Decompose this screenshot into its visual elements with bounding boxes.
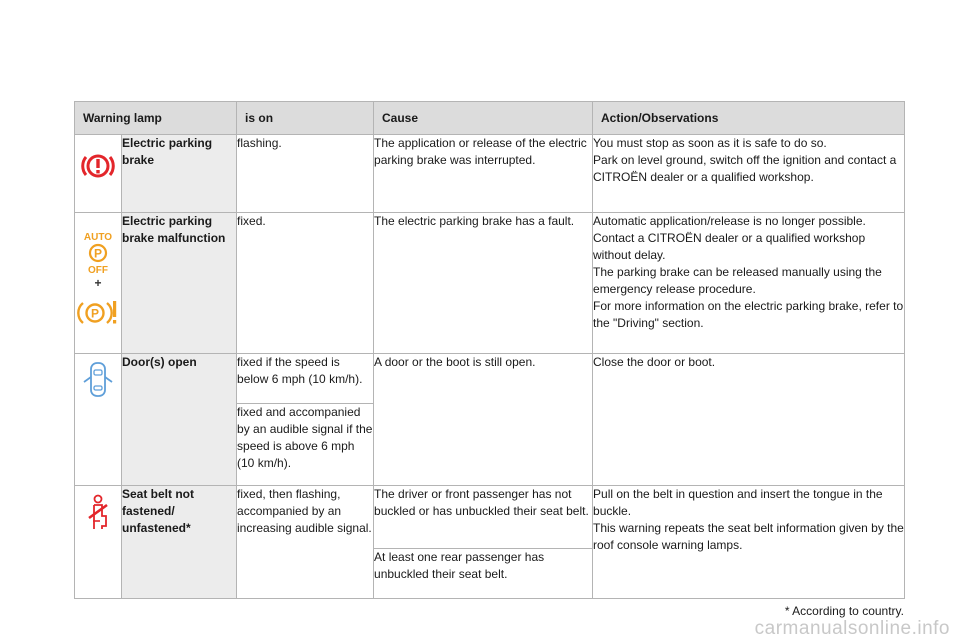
footnote: * According to country. <box>784 604 904 618</box>
action-line: The parking brake can be released manually using the emergency release procedure. <box>593 265 882 296</box>
action-line: Automatic application/release is no longer possible. <box>593 214 866 228</box>
action-line: You must stop as soon as it is safe to do so. <box>593 136 827 150</box>
header-is-on: is on <box>237 102 374 135</box>
action-line: Pull on the belt in question and insert the tongue in the buckle. <box>593 487 883 518</box>
lamp-cell <box>75 486 122 599</box>
lamp-name: Electric parking brake malfunction <box>122 213 237 354</box>
action-line: Contact a CITROËN dealer or a qualified workshop without delay. <box>593 231 866 262</box>
lamp-cell <box>75 213 122 354</box>
header-warning-lamp: Warning lamp <box>75 102 237 135</box>
lamp-cell <box>75 354 122 486</box>
action-cell <box>593 486 905 599</box>
cause-cell: At least one rear passenger has unbuckled their seat belt. <box>374 549 593 599</box>
parking-brake-exclamation-icon <box>75 150 121 182</box>
watermark: carmanualsonline.info <box>754 618 950 639</box>
action-cell <box>593 213 905 354</box>
cause-cell: The electric parking brake has a fault. <box>374 213 593 354</box>
is-on-cell: fixed if the speed is below 6 mph (10 km/h). <box>237 354 374 404</box>
off-label: OFF <box>88 265 108 275</box>
cause-cell: The driver or front passenger has not buckled or has unbuckled their seat belt. <box>374 486 593 549</box>
p-label: P <box>93 246 103 261</box>
cause-cell: A door or the boot is still open. <box>374 354 593 486</box>
table-row <box>75 354 905 404</box>
is-on-cell: fixed. <box>237 213 374 354</box>
svg-text:P: P <box>90 306 100 321</box>
table-header-row <box>75 102 905 135</box>
action-cell: Close the door or boot. <box>593 354 905 486</box>
header-cause: Cause <box>374 102 593 135</box>
table-row <box>75 486 905 549</box>
plus-sign: + <box>94 276 102 290</box>
action-line: Park on level ground, switch off the ignition and contact a CITROËN dealer or a qualified workshop. <box>593 153 897 184</box>
table-row <box>75 135 905 213</box>
action-line: This warning repeats the seat belt information given by the roof console warning lamps. <box>593 521 904 552</box>
auto-label: AUTO <box>83 232 113 243</box>
is-on-cell: flashing. <box>237 135 374 213</box>
header-action: Action/Observations <box>593 102 905 135</box>
cause-cell: The application or release of the electric parking brake was interrupted. <box>374 135 593 213</box>
lamp-name: Seat belt not fastened/ unfastened* <box>122 486 237 599</box>
action-line: For more information on the electric parking brake, refer to the "Driving" section. <box>593 299 904 330</box>
is-on-cell: fixed and accompanied by an audible signal if the speed is above 6 mph (10 km/h). <box>237 404 374 486</box>
action-cell <box>593 135 905 213</box>
lamp-name: Door(s) open <box>122 354 237 486</box>
is-on-cell: fixed, then flashing, accompanied by an increasing audible signal. <box>237 486 374 599</box>
lamp-name: Electric parking brake <box>122 135 237 213</box>
table-row <box>75 213 905 354</box>
parking-brake-fault-icon <box>75 298 121 328</box>
auto-p-off-icon <box>75 231 121 275</box>
warning-lamp-table <box>74 101 905 599</box>
door-open-icon <box>75 360 121 400</box>
lamp-cell <box>75 135 122 213</box>
seat-belt-icon <box>75 494 121 530</box>
